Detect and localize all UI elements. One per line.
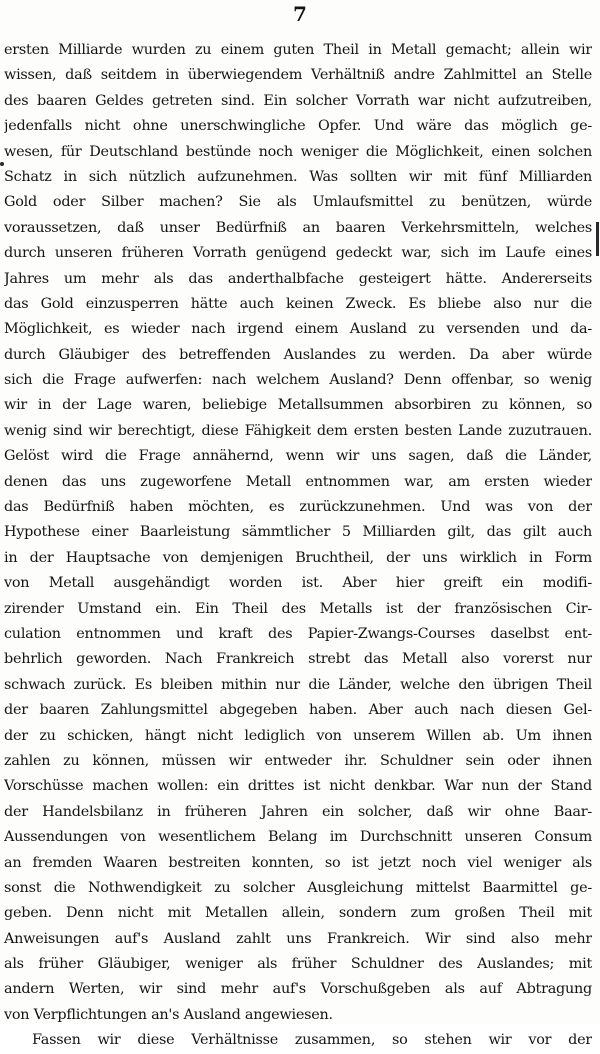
text-line: der zu schicken, hängt nicht lediglich von unserem Willen ab. Um ihnen bbox=[4, 727, 592, 744]
text-line: sonst die Nothwendigkeit zu solcher Ausgleichung mittelst Baarmittel ge- bbox=[4, 879, 592, 896]
text-line: durch Gläubiger des betreffenden Auslandes zu werden. Da aber würde bbox=[4, 346, 592, 363]
margin-bar-mark bbox=[596, 222, 599, 256]
text-line: das Gold einzusperren hätte auch keinen Zweck. Es bliebe also nur die bbox=[4, 295, 592, 312]
text-line: zahlen zu können, müssen wir entweder ihr. Schuldner sein oder ihnen bbox=[4, 752, 592, 769]
text-line: des baaren Geldes getreten sind. Ein solcher Vorrath war nicht aufzutreiben, bbox=[4, 92, 592, 109]
text-line: zirender Umstand ein. Ein Theil des Metalls ist der französischen Cir- bbox=[4, 600, 592, 617]
text-line: Schatz in sich nützlich aufzunehmen. Was sollten wir mit fünf Milliarden bbox=[4, 168, 592, 185]
text-line: durch unseren früheren Vorrath genügend gedeckt war, sich im Laufe eines bbox=[4, 245, 592, 262]
text-line: voraussetzen, daß unser Bedürfniß an baaren Verkehrsmitteln, welches bbox=[4, 219, 592, 236]
text-line: der Handelsbilanz in früheren Jahren ein solcher, daß wir ohne Baar- bbox=[4, 803, 592, 820]
text-line: an fremden Waaren bestreiten konnten, so ist jetzt noch viel weniger als bbox=[4, 854, 592, 871]
text-line: wesen, für Deutschland bestünde noch weniger die Möglichkeit, einen solchen bbox=[4, 143, 592, 160]
text-line: Hypothese einer Baarleistung sämmtlicher 5 Milliarden gilt, das gilt auch bbox=[4, 524, 592, 541]
text-line-paragraph-end: von Verpflichtungen an's Ausland angewiesen. bbox=[4, 1006, 333, 1023]
text-line: in der Hauptsache von demjenigen Bruchtheil, der uns wirklich in Form bbox=[4, 549, 592, 566]
text-line: andern Werten, wir sind mehr auf's Vorschußgeben als auf Abtragung bbox=[4, 981, 592, 998]
text-line: Aussendungen von wesentlichem Belang im Durchschnitt unseren Consum bbox=[4, 829, 592, 846]
text-line: wissen, daß seitdem in überwiegendem Verhältniß andre Zahlmittel an Stelle bbox=[4, 67, 592, 84]
text-line: der baaren Zahlungsmittel abgegeben haben. Aber auch nach diesen Gel- bbox=[4, 702, 592, 719]
text-line: wenig sind wir berechtigt, diese Fähigkeit dem ersten besten Lande zuzutrauen. bbox=[4, 422, 592, 439]
text-line-new-paragraph: Fassen wir diese Verhältnisse zusammen, so stehen wir vor der bbox=[32, 1032, 592, 1049]
text-line: das Bedürfniß haben möchten, es zurückzunehmen. Und was von der bbox=[4, 499, 592, 516]
body-text bbox=[4, 38, 592, 1054]
text-line: Jahres um mehr als das anderthalbfache gesteigert hätte. Andererseits bbox=[4, 270, 592, 287]
text-line: von Metall ausgehändigt worden ist. Aber hier greift ein modifi- bbox=[4, 575, 592, 592]
page-number: 7 bbox=[293, 2, 307, 26]
text-line: jedenfalls nicht ohne unerschwingliche Opfer. Und wäre das möglich ge- bbox=[4, 118, 592, 135]
text-line: schwach zurück. Es bleiben mithin nur die Länder, welche den übrigen Theil bbox=[4, 676, 592, 693]
text-line: Möglichkeit, es wieder nach irgend einem Ausland zu versenden und da- bbox=[4, 321, 592, 338]
text-line: sich die Frage aufwerfen: nach welchem Ausland? Denn offenbar, so wenig bbox=[4, 372, 592, 389]
text-line: Vorschüsse machen wollen: ein drittes ist nicht denkbar. War nun der Stand bbox=[4, 778, 592, 795]
text-line: wir in der Lage waren, beliebige Metallsummen absorbiren zu können, so bbox=[4, 397, 592, 414]
text-line: denen das uns zugeworfene Metall entnommen war, am ersten wieder bbox=[4, 473, 592, 490]
text-line: geben. Denn nicht mit Metallen allein, sondern zum großen Theil mit bbox=[4, 905, 592, 922]
text-line: behrlich geworden. Nach Frankreich strebt das Metall also vorerst nur bbox=[4, 651, 592, 668]
text-line: Gelöst wird die Frage annähernd, wenn wir uns sagen, daß die Länder, bbox=[4, 448, 592, 465]
text-line: ersten Milliarde wurden zu einem guten Theil in Metall gemacht; allein wir bbox=[4, 42, 592, 58]
text-line: Anweisungen auf's Ausland zahlt uns Frankreich. Wir sind also mehr bbox=[4, 930, 592, 947]
text-line: culation entnommen und kraft des Papier-Zwangs-Courses daselbst ent- bbox=[4, 625, 592, 642]
text-line: als früher Gläubiger, weniger als früher Schuldner des Auslandes; mit bbox=[4, 956, 592, 973]
text-line: Gold oder Silber machen? Sie als Umlaufsmittel zu benützen, würde bbox=[4, 194, 592, 211]
